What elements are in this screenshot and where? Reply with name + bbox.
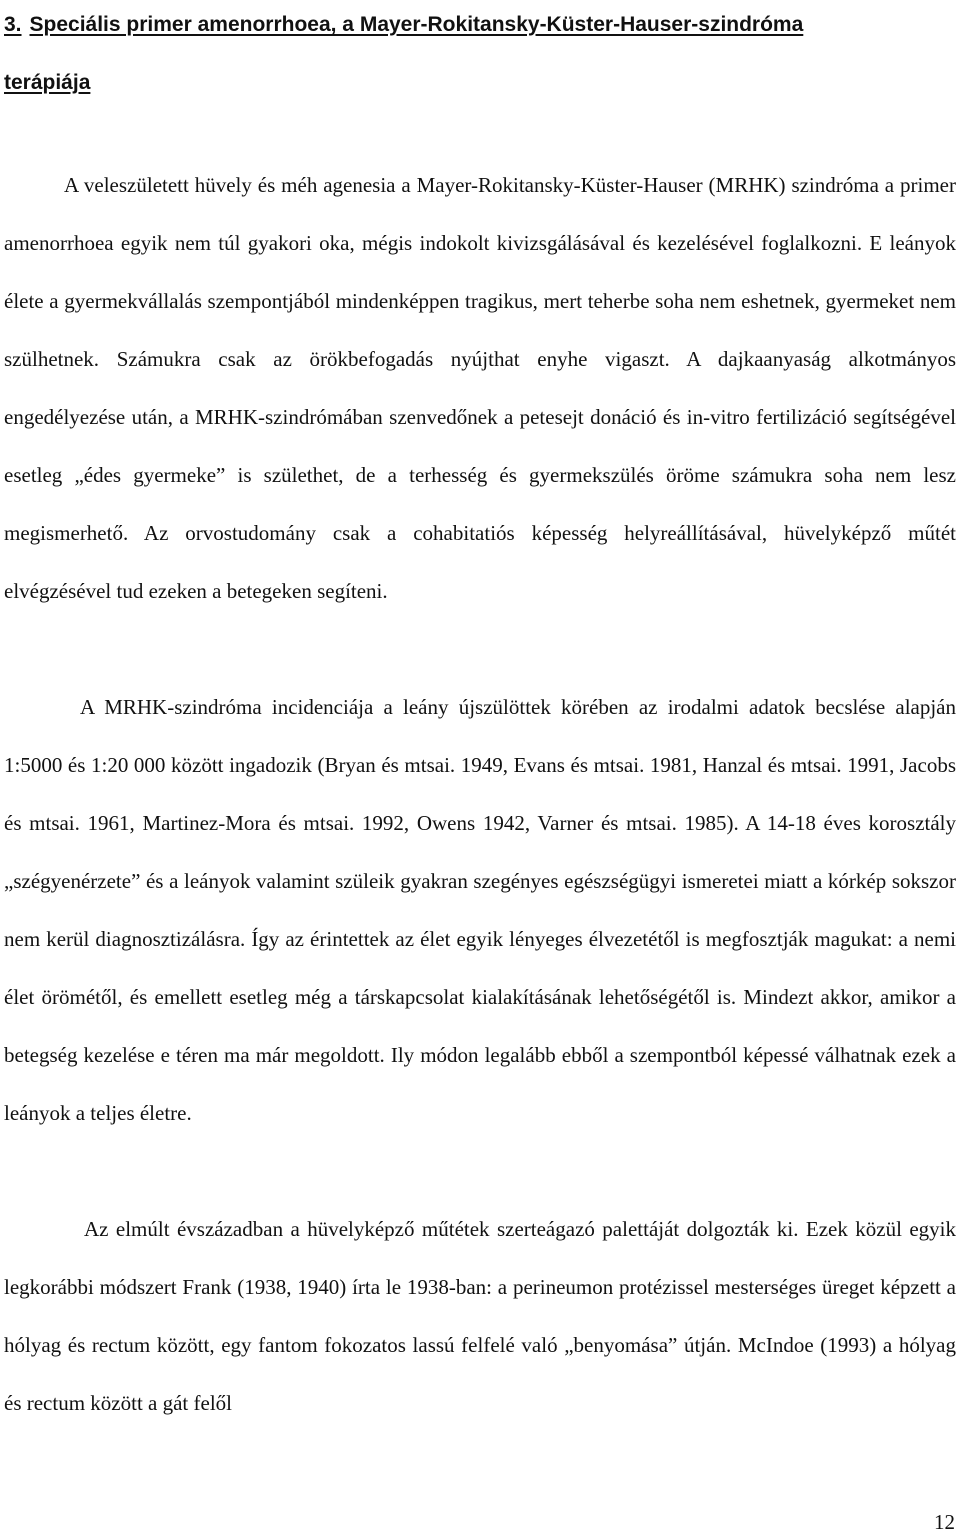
paragraph-2: A MRHK-szindróma incidenciája a leány újszülöttek körében az irodalmi adatok becslése alapján 1:5000 és 1:20 000 között ingadozik (Bryan és mtsai. 1949, Evans és mtsai. 1981, Hanzal és mtsai. 1991, Jacobs és mtsai. 1961, Martinez-Mora és mtsai. 1992, Owens 1942, Varner és mtsai. 1985). A 14-18 éves korosztály „szégyenérzete” és a leányok valamint szüleik gyakran szegényes egészségügyi ismeretei miatt a kórkép sokszor nem kerül diagnosztizálásra. Így az érintettek az élet egyik lényeges élvezetétől is megfosztják magukat: a nemi élet örömétől, és emellett esetleg még a társkapcsolat kialakításának lehetőségétől is. Mindezt akkor, amikor a betegség kezelése e téren ma már megoldott. Ily módon legalább ebből a szempontból képessé válhatnak ezek a leányok a teljes életre. xyxy=(4,695,956,1125)
section-title-line-2: terápiája xyxy=(4,71,91,94)
section-number: 3. xyxy=(4,13,22,36)
section-title-line-1: Speciális primer amenorrhoea, a Mayer-Rokitansky-Küster-Hauser-szindróma xyxy=(29,13,804,36)
paragraph-3: Az elmúlt évszázadban a hüvelyképző műtétek szerteágazó palettáját dolgozták ki. Ezek közül egyik legkorábbi módszert Frank (1938, 1940) írta le 1938-ban: a perineumon protézissel mesterséges üreget képzett a hólyag és rectum között, egy fantom fokozatos lassú felfelé való „benyomása” útján. McIndoe (1993) a hólyag és rectum között a gát felől xyxy=(4,1217,956,1415)
page-number: 12 xyxy=(934,1510,955,1534)
section-heading xyxy=(4,0,956,112)
paragraph-1: A veleszületett hüvely és méh agenesia a Mayer-Rokitansky-Küster-Hauser (MRHK) szindróma a primer amenorrhoea egyik nem túl gyakori oka, mégis indokolt kivizsgálásával és kezelésével foglalkozni. E leányok élete a gyermekvállalás szempontjából mindenképpen tragikus, mert teherbe soha nem eshetnek, gyermeket nem szülhetnek. Számukra csak az örökbefogadás nyújthat enyhe vigaszt. A dajkaanyaság alkotmányos engedélyezése után, a MRHK-szindrómában szenvedőnek a petesejt donáció és in-vitro fertilizáció segítségével esetleg „édes gyermeke” is születhet, de a terhesség és gyermekszülés öröme számukra soha nem lesz megismerhető. Az orvostudomány csak a cohabitatiós képesség helyreállításával, hüvelyképző műtét elvégzésével tud ezeken a betegeken segíteni. xyxy=(4,173,956,603)
